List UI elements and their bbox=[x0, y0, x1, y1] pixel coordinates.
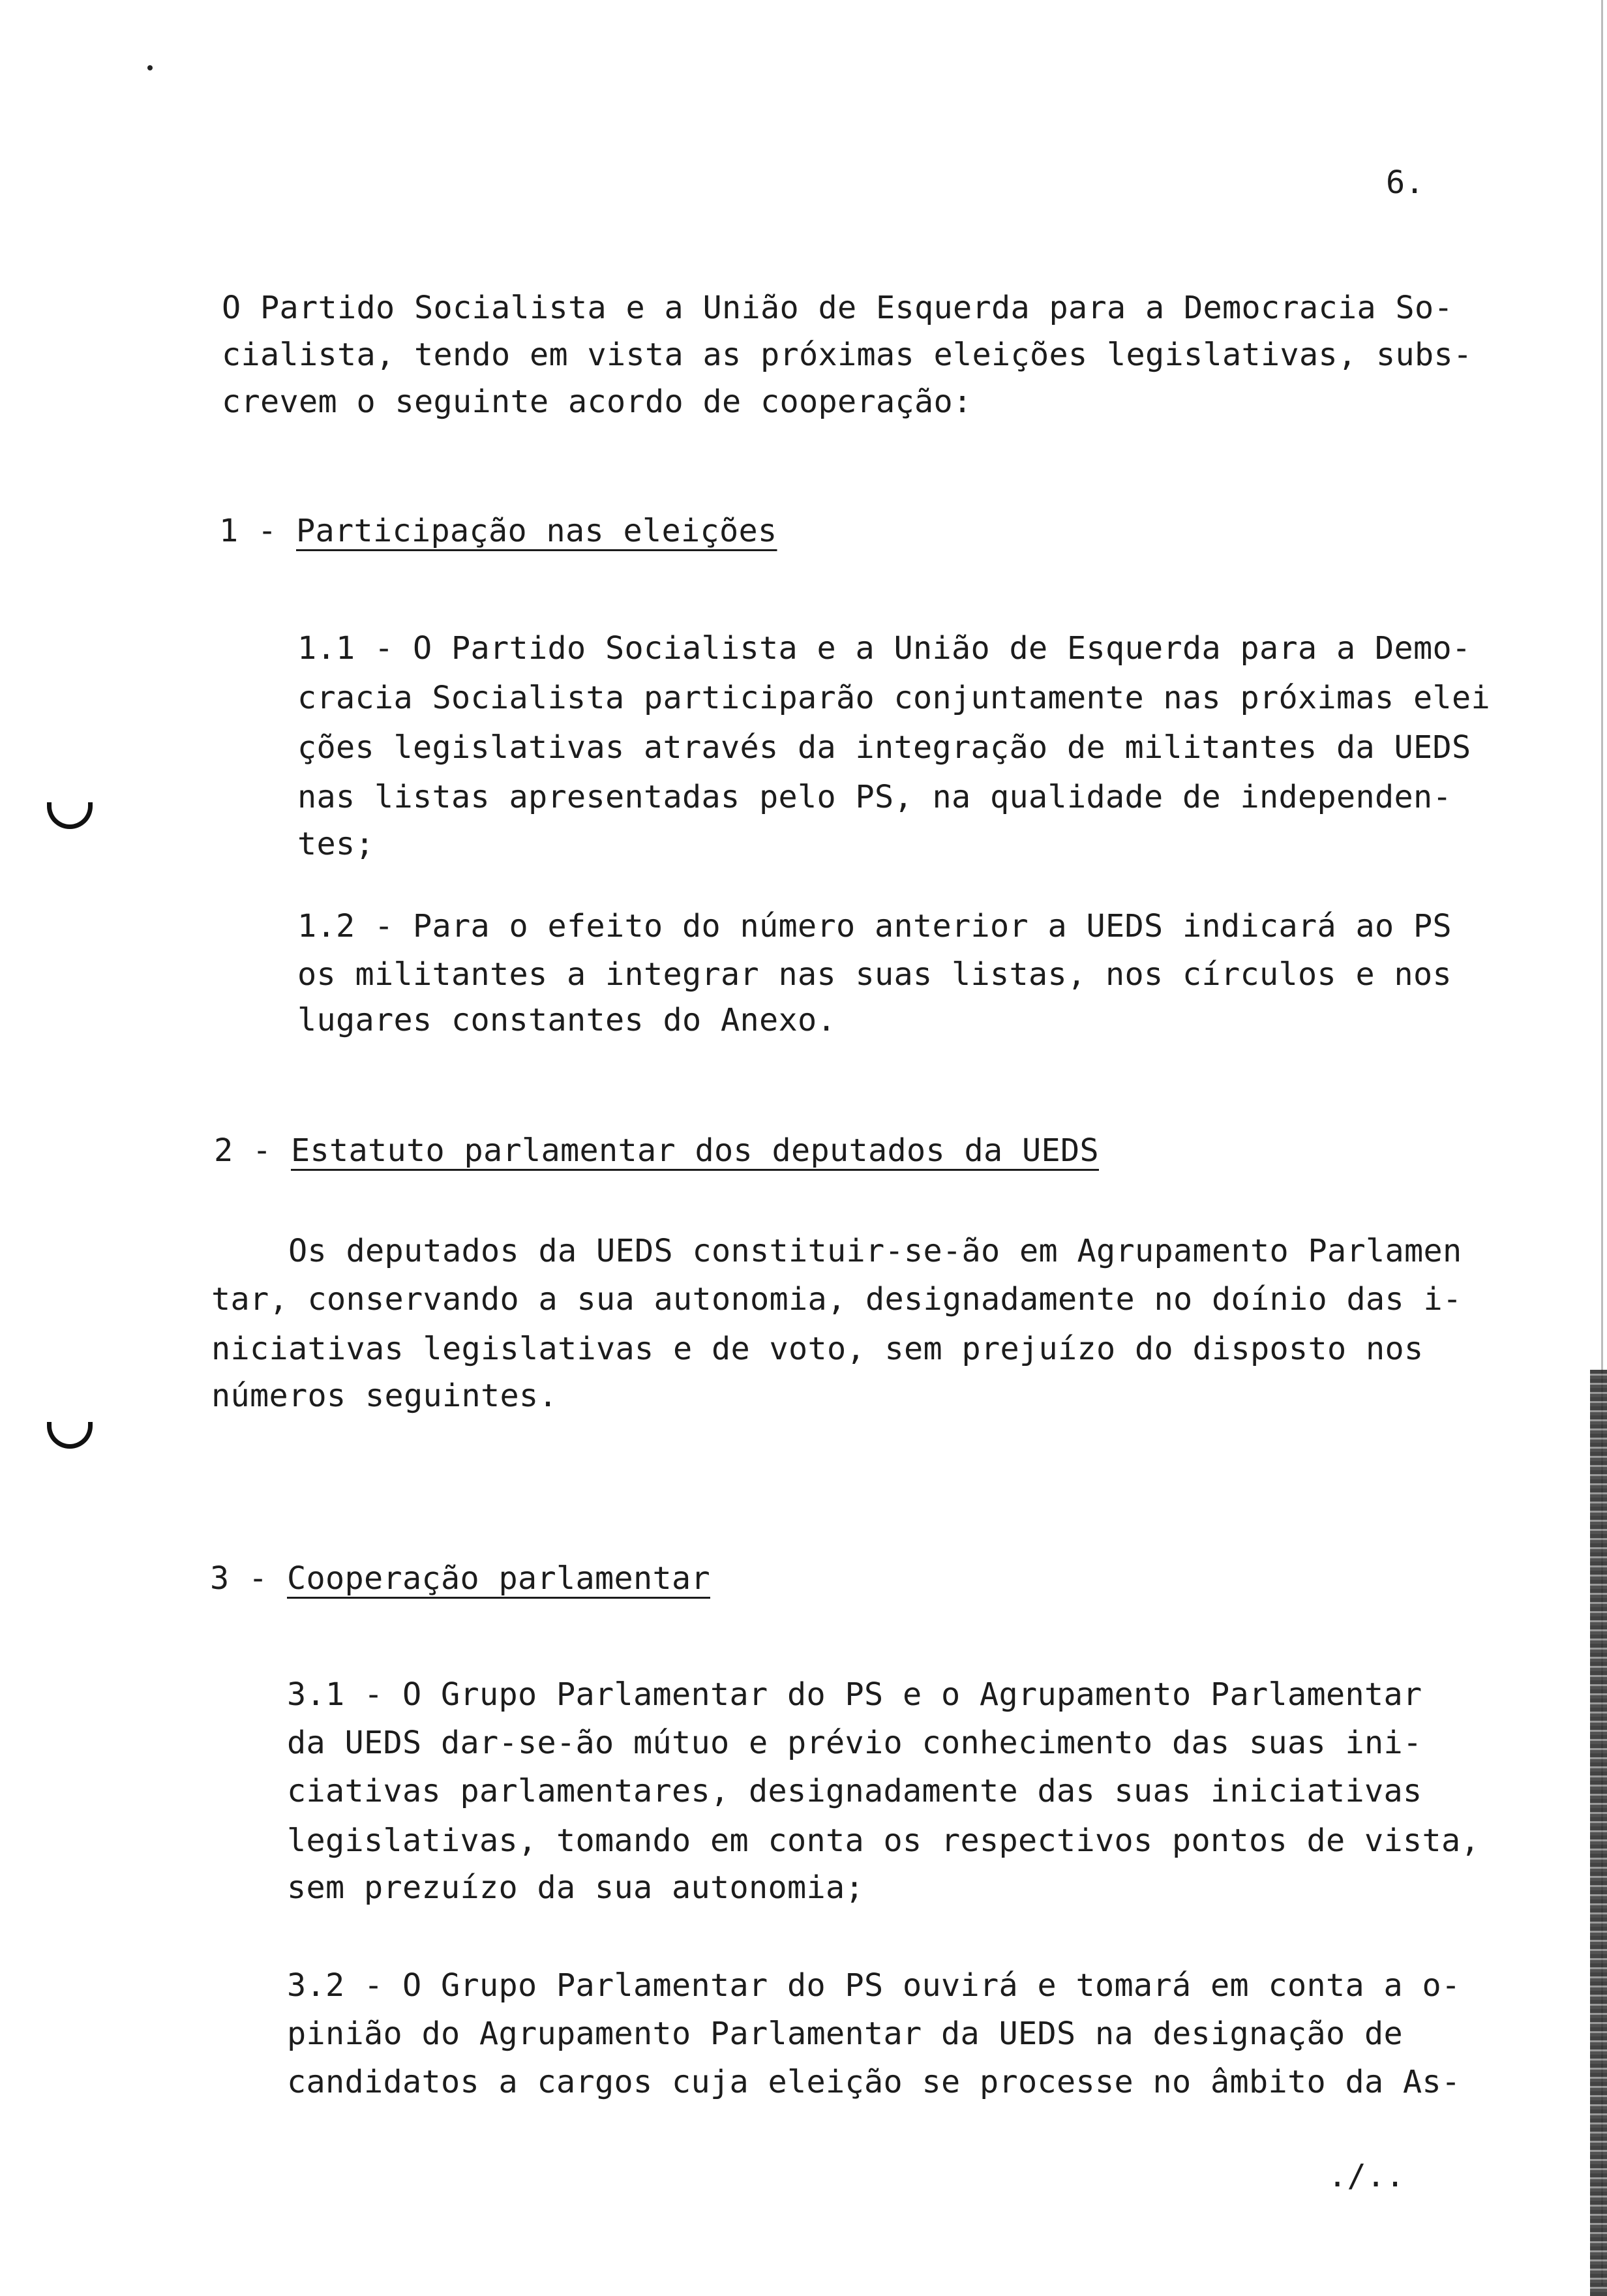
speck bbox=[147, 65, 153, 70]
section-1-1-line: 1.1 - O Partido Socialista e a União de Esquerda para a Demo- bbox=[297, 630, 1471, 667]
section-3-heading: 3 - Cooperação parlamentar bbox=[210, 1560, 710, 1597]
section-2-heading: 2 - Estatuto parlamentar dos deputados da UEDS bbox=[214, 1132, 1099, 1169]
section-3-1-line: 3.1 - O Grupo Parlamentar do PS e o Agrupamento Parlamentar bbox=[287, 1676, 1422, 1713]
section-2-line: tar, conservando a sua autonomia, designadamente no doínio das i- bbox=[211, 1281, 1462, 1318]
section-1-1-line: tes; bbox=[297, 826, 374, 862]
intro-line: cialista, tendo em vista as próximas eleições legislativas, subs- bbox=[222, 337, 1473, 373]
section-1-1-line: ções legislativas através da integração de militantes da UEDS bbox=[297, 729, 1471, 766]
section-2-line: Os deputados da UEDS constituir-se-ão em Agrupamento Parlamen bbox=[211, 1233, 1462, 1269]
section-1-heading: 1 - Participação nas eleições bbox=[219, 513, 777, 549]
intro-line: crevem o seguinte acordo de cooperação: bbox=[222, 384, 972, 420]
section-1-title: Participação nas eleições bbox=[296, 513, 777, 549]
continuation-mark: ./.. bbox=[1328, 2158, 1405, 2194]
section-3-2-line: candidatos a cargos cuja eleição se processe no âmbito da As- bbox=[287, 2064, 1461, 2100]
section-3-1-line: legislativas, tomando em conta os respectivos pontos de vista, bbox=[287, 1822, 1480, 1859]
punch-hole-mark bbox=[47, 802, 93, 829]
section-1-2-line: 1.2 - Para o efeito do número anterior a UEDS indicará ao PS bbox=[297, 908, 1452, 944]
punch-hole-mark bbox=[47, 1422, 93, 1449]
section-3-title: Cooperação parlamentar bbox=[287, 1560, 710, 1597]
section-3-1-line: da UEDS dar-se-ão mútuo e prévio conhecimento das suas ini- bbox=[287, 1725, 1422, 1761]
section-3-1-line: sem prezuízo da sua autonomia; bbox=[287, 1869, 864, 1906]
section-2-line: números seguintes. bbox=[211, 1378, 558, 1414]
section-2-title: Estatuto parlamentar dos deputados da UEDS bbox=[291, 1132, 1099, 1169]
section-3-2-line: pinião do Agrupamento Parlamentar da UEDS na designação de bbox=[287, 2016, 1403, 2052]
section-1-2-line: os militantes a integrar nas suas listas, nos círculos e nos bbox=[297, 956, 1452, 993]
binding-strip bbox=[1590, 1370, 1607, 2296]
section-3-1-line: ciativas parlamentares, designadamente das suas iniciativas bbox=[287, 1773, 1422, 1809]
section-1-2-line: lugares constantes do Anexo. bbox=[297, 1002, 836, 1038]
section-3-2-line: 3.2 - O Grupo Parlamentar do PS ouvirá e tomará em conta a o- bbox=[287, 1967, 1461, 2004]
page-number: 6. bbox=[1386, 164, 1424, 201]
section-2-line: niciativas legislativas e de voto, sem prejuízo do disposto nos bbox=[211, 1331, 1424, 1367]
intro-line: O Partido Socialista e a União de Esquerda para a Democracia So- bbox=[222, 290, 1453, 326]
section-1-1-line: cracia Socialista participarão conjuntamente nas próximas elei bbox=[297, 680, 1490, 716]
section-1-1-line: nas listas apresentadas pelo PS, na qualidade de independen- bbox=[297, 779, 1452, 815]
